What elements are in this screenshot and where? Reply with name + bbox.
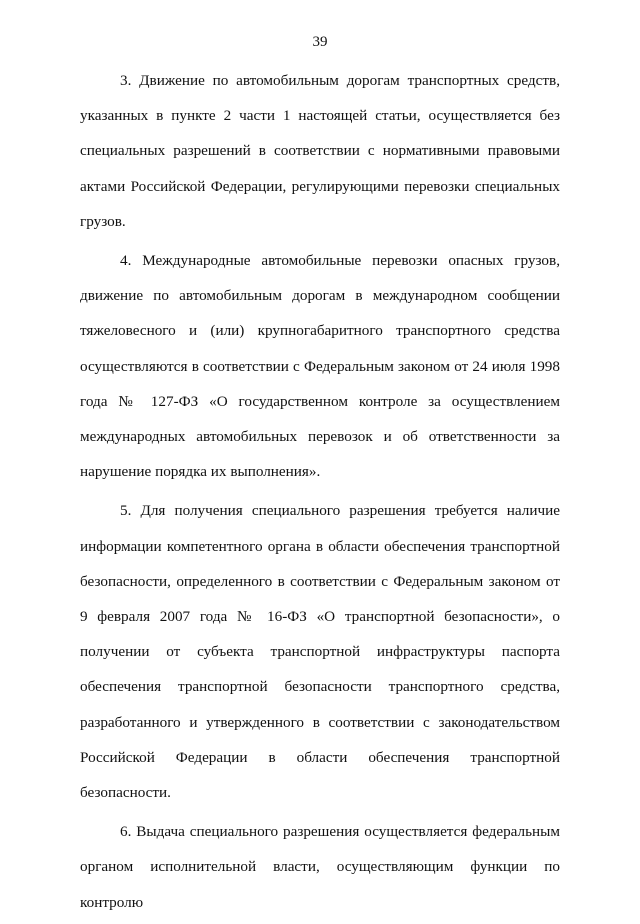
paragraph-3: 3. Движение по автомобильным дорогам транспортных средств, указанных в пункте 2 части 1 настоящей статьи, осуществляется без специальных разрешений в соответствии с нормативными правовыми актами Российской Федерации, регулирующими перевозки специальных грузов. — [80, 72, 560, 230]
paragraph-4: 4. Международные автомобильные перевозки опасных грузов, движение по автомобильным дорогам в международном сообщении тяжеловесного и (или) крупногабаритного транспортного средства осуществляются в соответствии с Федеральным законом от 24 июля 1998 года № 127-ФЗ «О государственном контроле за осуществлением международных автомобильных перевозок и об ответственности за нарушение порядка их выполнения». — [80, 252, 560, 481]
paragraph-5: 5. Для получения специального разрешения требуется наличие информации компетентного органа в области обеспечения транспортной безопасности, определенного в соответствии с Федеральным законом от 9 февраля 2007 года № 16-ФЗ «О транспортной безопасности», о получении от субъекта транспортной инфраструктуры паспорта обеспечения транспортной безопасности транспортного средства, разработанного и утвержденного в соответствии с законодательством Российской Федерации в области обеспечения транспортной безопасности. — [80, 502, 560, 802]
document-body — [80, 63, 560, 924]
paragraph-6: 6. Выдача специального разрешения осуществляется федеральным органом исполнительной власти, осуществляющим функции по контролю — [80, 823, 560, 911]
page-number: 39 — [312, 34, 328, 50]
